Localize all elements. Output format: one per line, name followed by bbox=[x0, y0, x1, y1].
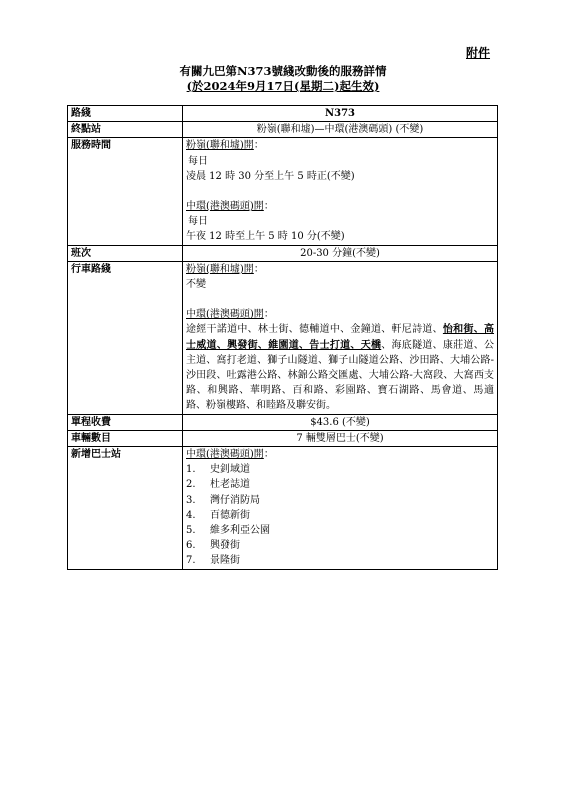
service-heading-fanling: 粉嶺(聯和墟)開 bbox=[186, 140, 254, 152]
service-days-fanling: 每日 bbox=[188, 155, 208, 167]
service-time-central: 午夜 12 時至上午 5 時 10 分(不變) bbox=[186, 231, 345, 243]
row-fare bbox=[68, 414, 498, 430]
service-time-fanling: 凌晨 12 時 30 分至上午 5 時正(不變) bbox=[186, 170, 355, 182]
routing-colon-central: ： bbox=[263, 309, 274, 321]
service-heading-central: 中環(港澳碼頭)開 bbox=[186, 201, 264, 213]
list-item: 5. 維多利亞公園 bbox=[186, 525, 270, 537]
service-details-table bbox=[67, 105, 498, 570]
routing-heading-central: 中環(港澳碼頭)開 bbox=[186, 309, 264, 321]
list-item: 7. 景隆街 bbox=[186, 555, 240, 567]
value-terminus: 粉嶺(聯和墟)—中環(港澳碼頭) (不變) bbox=[183, 122, 498, 138]
title-main: 有關九巴第N373號綫改動後的服務詳情 bbox=[179, 64, 387, 78]
value-fleet: 7 輛雙層巴士(不變) bbox=[183, 430, 498, 446]
document-title bbox=[0, 64, 566, 94]
routing-text-central bbox=[186, 322, 494, 413]
value-routing bbox=[183, 261, 498, 414]
list-item: 4. 百德新街 bbox=[186, 509, 250, 521]
label-frequency: 班次 bbox=[68, 245, 183, 261]
value-service-hours bbox=[183, 138, 498, 245]
annex-label: 附件 bbox=[466, 46, 491, 60]
list-item: 3. 灣仔消防局 bbox=[186, 494, 260, 506]
new-stops-heading: 中環(港澳碼頭)開 bbox=[186, 449, 264, 461]
routing-text-fanling: 不變 bbox=[186, 279, 206, 291]
label-fare: 單程收費 bbox=[68, 414, 183, 430]
service-days-central: 每日 bbox=[188, 216, 208, 228]
value-frequency: 20-30 分鐘(不變) bbox=[183, 245, 498, 261]
value-new-stops bbox=[183, 447, 498, 570]
row-frequency bbox=[68, 245, 498, 261]
label-fleet: 車輛數目 bbox=[68, 430, 183, 446]
new-stops-colon: ： bbox=[263, 449, 274, 461]
value-route: N373 bbox=[183, 106, 498, 122]
label-routing: 行車路綫 bbox=[68, 261, 183, 414]
routing-colon-fanling: ： bbox=[253, 263, 264, 275]
label-service-hours: 服務時間 bbox=[68, 138, 183, 245]
routing-heading-fanling: 粉嶺(聯和墟)開 bbox=[186, 263, 254, 275]
row-fleet bbox=[68, 430, 498, 446]
routing-text-part1: 途經干諾道中、林士街、德輔道中、金鐘道、軒尼詩道、 bbox=[186, 324, 443, 336]
service-colon-fanling: ： bbox=[253, 140, 264, 152]
list-item: 6. 興發街 bbox=[186, 540, 240, 552]
routing-text-part2: 、海底隧道、康莊道、公主道、窩打老道、獅子山隧道、獅子山隧道公路、沙田路、大埔公路-沙田段、吐露港公路、林錦公路交匯處、大埔公路-大窩段、大窩西支路、和興路、華明路、百和路、彩園路、寶石湖路、馬會道、馬適路、粉嶺樓路、和睦路及聯安街。 bbox=[186, 339, 495, 412]
list-item: 1. 史釗域道 bbox=[186, 464, 250, 476]
row-routing bbox=[68, 261, 498, 414]
label-new-stops: 新增巴士站 bbox=[68, 447, 183, 570]
label-route: 路綫 bbox=[68, 106, 183, 122]
label-terminus: 終點站 bbox=[68, 122, 183, 138]
row-terminus bbox=[68, 122, 498, 138]
value-fare: $43.6 (不變) bbox=[183, 414, 498, 430]
row-new-stops bbox=[68, 447, 498, 570]
title-effective-date: (於2024年9月17日(星期二)起生效) bbox=[186, 79, 380, 93]
routing-text-changed: 怡和街、高士威道、興發街、維園道、告士打道、天橋 bbox=[186, 324, 495, 351]
row-route bbox=[68, 106, 498, 122]
row-service-hours bbox=[68, 138, 498, 245]
service-colon-central: ： bbox=[263, 201, 274, 213]
list-item: 2. 杜老誌道 bbox=[186, 479, 250, 491]
